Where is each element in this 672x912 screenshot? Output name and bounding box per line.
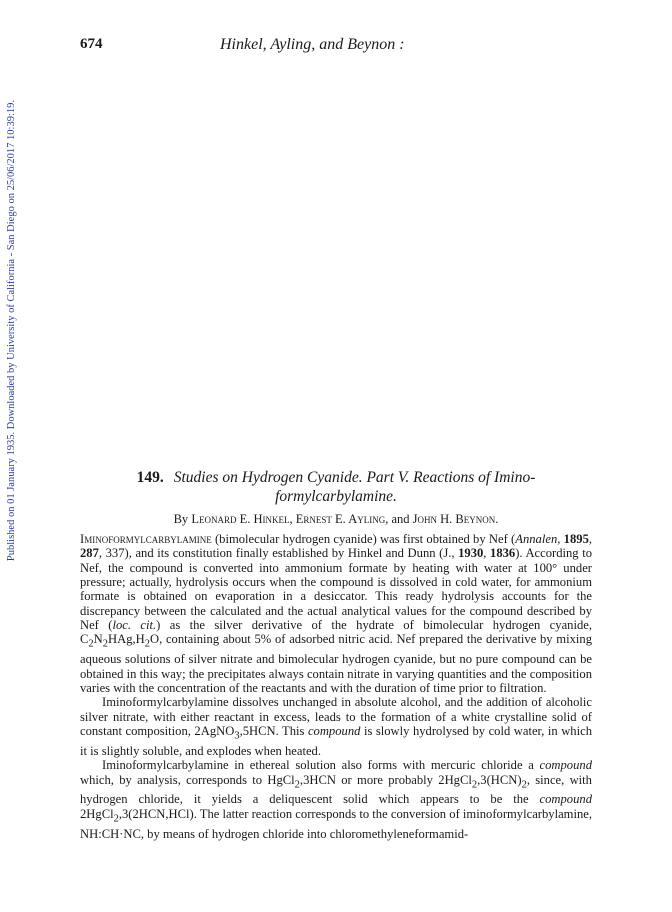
paragraph-3: Iminoformylcarbylamine in ethereal solution also forms with mercuric chloride a compound which, by analysis, corresponds to HgCl$_2$,3HCN or more probably $2HgCl_2,3(HCN)_2$, since, with hydrogen chloride, it yields a deliquescent solid which appears to be the compound 2HgCl$_2$,3(2HCN,HCl). The latter reaction corresponds to the conversion of iminoformylcarbylamine, NH:CH·NC, by means of hydrogen chloride into chloromethyleneformamid- [80,758,592,841]
reference-year: 1930 [458,546,484,561]
journal-name: Annalen [515,532,558,546]
by-label: By [173,512,189,526]
paragraph-2: Iminoformylcarbylamine dissolves unchanged in absolute alcohol, and the addition of alcoholic silver nitrate, with either reactant in excess, leads to the formation of a white crystalline solid of constant composition, 2AgNO$_3$,5HCN. This compound is slowly hydrolysed by cold water, in which it is slightly soluble, and explodes when heated. [80,695,592,758]
article-title [80,468,592,506]
body-text [80,532,592,841]
lead-term: Iminoformylcarbylamine [80,532,212,546]
running-head: Hinkel, Ayling, and Beynon : [220,36,405,53]
author-hinkel: Leonard E. Hinkel [191,512,290,526]
author-ayling: Ernest E. Ayling [295,512,386,526]
reference-year: 1895 [563,532,589,546]
article-title-line2: formylcarbylamine. [275,488,397,505]
publication-sidenote: Published on 01 January 1935. Downloaded by University of California - San Diego on 25/06/2017 10:39:19. [6,100,17,562]
compound-term: compound [539,758,592,773]
compound-term: compound [307,723,361,738]
author-beynon: John H. Beynon [412,512,496,526]
and-label: and [391,512,410,526]
loc-cit: loc. cit. [112,618,157,633]
reference-volume: 287 [80,546,99,561]
page-number: 674 [80,36,103,52]
article-title-line1: Studies on Hydrogen Cyanide. Part V. Reactions of Imino- [173,469,536,486]
article-number: 149. [136,469,164,486]
page-header [80,36,590,58]
reference-page: 1836 [490,546,516,561]
paragraph-1: Iminoformylcarbylamine (bimolecular hydrogen cyanide) was first obtained by Nef (Annalen, 1895, 287, 337), and its constitution finally established by Hinkel and Dunn (J., 1930, 1836). According to Nef, the compound is converted into ammonium formate by heating with water at 100° under pressure; actually, hydrolysis occurs when the compound is dissolved in cold water, for ammonium formate is obtained on evaporation in a desiccator. This ready hydrolysis accounts for the discrepancy between the calculated and the actual analytical values for the compound described by Nef (loc. cit.) as the silver derivative of the hydrate of bimolecular hydrogen cyanide, $C_2N_2HAg,H_2O$, containing about 5% of adsorbed nitric acid. Nef prepared the derivative by mixing aqueous solutions of silver nitrate and bimolecular hydrogen cyanide, but no pure compound can be obtained in this way; the precipitates always contain nitrate in varying quantities and the composition varies with the concentration of the reactants and with the duration of time prior to filtration. [80,532,593,695]
compound-term: compound [539,792,592,807]
author-line: By Leonard E. Hinkel, Ernest E. Ayling, and John H. Beynon. [173,512,499,526]
